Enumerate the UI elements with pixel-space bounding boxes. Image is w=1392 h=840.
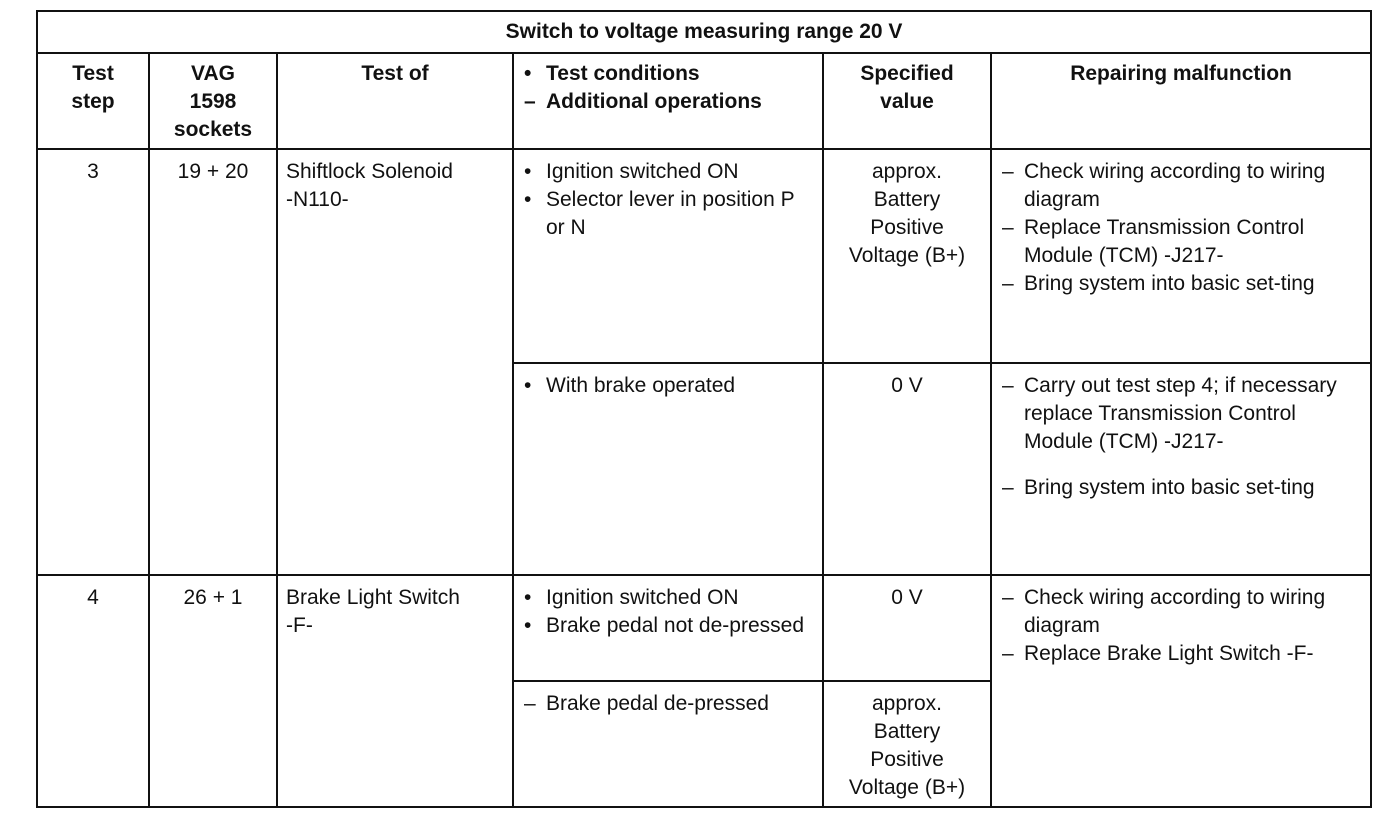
dash-marker: – (1002, 160, 1014, 183)
header-test-step-line: step (71, 90, 115, 113)
condition-text: Ignition switched ON (546, 586, 739, 609)
table-banner-row (37, 11, 1371, 53)
dash-marker: – (524, 692, 536, 715)
value-line: Voltage (B+) (848, 244, 966, 267)
value-line: Positive (870, 216, 944, 239)
cell-conditions (513, 575, 823, 681)
value-line: Battery (873, 188, 941, 211)
header-sockets-line: 1598 (189, 90, 237, 113)
condition-text: Ignition switched ON (546, 160, 739, 183)
cell-sockets: 19 + 20 (149, 149, 277, 575)
header-conditions-line: Additional operations (546, 90, 762, 113)
condition-text: Brake pedal not de-pressed (546, 614, 804, 637)
header-conditions (513, 53, 823, 149)
header-specified-line: value (880, 90, 934, 113)
dash-marker: – (1002, 216, 1014, 239)
value-line: Positive (870, 748, 944, 771)
cell-test-step: 3 (37, 149, 149, 575)
cell-specified-value (823, 681, 991, 807)
header-conditions-line: Test conditions (546, 62, 700, 85)
cell-conditions (513, 149, 823, 363)
bullet-marker: • (524, 62, 532, 85)
cell-repairing (991, 149, 1371, 363)
repair-list (1000, 584, 1362, 668)
document-page (36, 10, 1370, 808)
conditions-list (522, 372, 814, 400)
header-test-step-line: Test (72, 62, 114, 85)
cell-test-of (277, 149, 513, 575)
header-sockets-line: sockets (173, 118, 253, 141)
dash-marker: – (524, 90, 536, 113)
header-specified-line: Specified (860, 62, 954, 85)
condition-text: Selector lever in position P or N (546, 188, 795, 239)
condition-text: With brake operated (546, 374, 736, 397)
header-test-step (37, 53, 149, 149)
cell-conditions (513, 681, 823, 807)
bullet-marker: • (524, 188, 532, 211)
header-sockets-line: VAG (191, 62, 235, 85)
dash-marker: – (1002, 374, 1014, 397)
list-item (522, 158, 814, 186)
table-row (37, 575, 1371, 681)
list-item (522, 372, 814, 400)
header-repairing: Repairing malfunction (991, 53, 1371, 149)
cell-sockets: 26 + 1 (149, 575, 277, 807)
conditions-list (522, 584, 814, 640)
list-item (1000, 584, 1362, 640)
value-line: approx. (871, 692, 943, 715)
bullet-marker: • (524, 160, 532, 183)
cell-repairing (991, 363, 1371, 575)
value-line: 0 V (891, 374, 923, 397)
test-of-line: Brake Light Switch (286, 586, 460, 609)
cell-repairing (991, 575, 1371, 807)
test-of-line: -N110- (286, 188, 349, 211)
cell-specified-value (823, 575, 991, 681)
conditions-list (522, 158, 814, 242)
list-item (1000, 214, 1362, 270)
condition-text: Brake pedal de-pressed (546, 692, 769, 715)
dash-marker: – (1002, 586, 1014, 609)
cell-test-of (277, 575, 513, 807)
repair-text: Replace Brake Light Switch -F- (1024, 642, 1314, 665)
list-item (1000, 270, 1362, 298)
repair-text: Check wiring according to wiring diagram (1024, 586, 1326, 637)
value-line: 0 V (891, 586, 923, 609)
test-of-line: Shiftlock Solenoid (286, 160, 453, 183)
cell-test-step: 4 (37, 575, 149, 807)
repair-text: Bring system into basic set-ting (1024, 476, 1315, 499)
header-sockets (149, 53, 277, 149)
conditions-list (522, 690, 814, 718)
test-table (36, 10, 1372, 808)
repair-text: Check wiring according to wiring diagram (1024, 160, 1326, 211)
repair-text: Bring system into basic set-ting (1024, 272, 1315, 295)
cell-specified-value (823, 149, 991, 363)
bullet-marker: • (524, 586, 532, 609)
list-item (1000, 372, 1362, 456)
value-line: Voltage (B+) (848, 776, 966, 799)
list-item (522, 612, 814, 640)
dash-marker: – (1002, 642, 1014, 665)
value-line: Battery (873, 720, 941, 743)
repair-list (1000, 158, 1362, 298)
list-item (522, 60, 814, 88)
bullet-marker: • (524, 374, 532, 397)
cell-conditions (513, 363, 823, 575)
repair-text: Replace Transmission Control Module (TCM) -J217- (1024, 216, 1305, 267)
table-row (37, 149, 1371, 363)
list-item (1000, 474, 1362, 502)
list-item (1000, 640, 1362, 668)
header-specified-value (823, 53, 991, 149)
value-line: approx. (871, 160, 943, 183)
list-item (522, 186, 814, 242)
dash-marker: – (1002, 476, 1014, 499)
repair-text: Carry out test step 4; if necessary replace Transmission Control Module (TCM) -J217- (1024, 374, 1337, 453)
list-item (522, 584, 814, 612)
header-test-of: Test of (277, 53, 513, 149)
list-item (522, 690, 814, 718)
cell-specified-value (823, 363, 991, 575)
table-banner: Switch to voltage measuring range 20 V (37, 11, 1371, 53)
test-of-line: -F- (286, 614, 313, 637)
header-conditions-list (522, 60, 814, 116)
table-header-row (37, 53, 1371, 149)
bullet-marker: • (524, 614, 532, 637)
repair-list (1000, 372, 1362, 502)
dash-marker: – (1002, 272, 1014, 295)
list-item (522, 88, 814, 116)
list-item (1000, 158, 1362, 214)
